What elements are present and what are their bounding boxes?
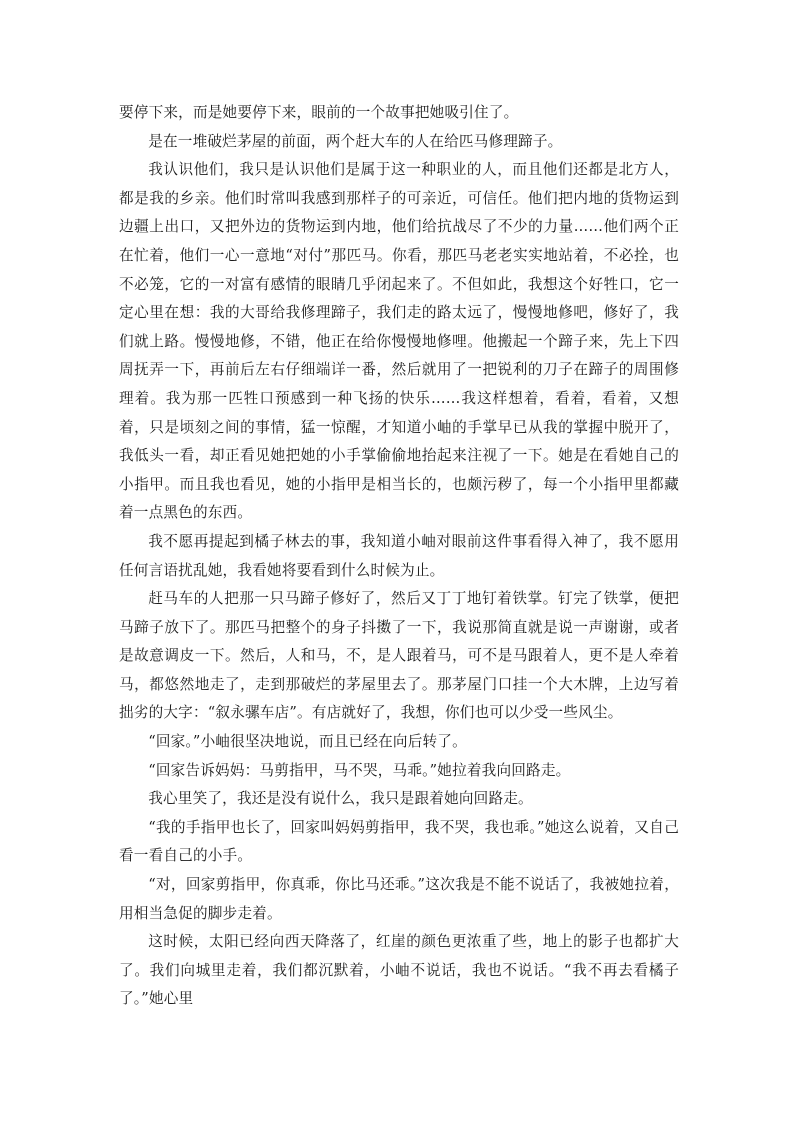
paragraph-8: 我心里笑了，我还是没有说什么，我只是跟着她向回路走。 xyxy=(148,790,533,808)
paragraph-5: 赶马车的人把那一只马蹄子修好了，然后又丁丁地钉着铁掌。钉完了铁掌，便把马蹄子放下了。那匹马把整个的身子抖擞了一下，我说那简直就是说一声谢谢，或者是故意调皮一下。然后，人和马，不，是人跟着马，可不是马跟着人，更不是人牵着马，都悠然地走了，走到那破烂的茅屋里去了。那茅屋门口挂一个大木牌，上边写着拙劣的大字：“叙永骡车店”。有店就好了，我想，你们也可以少受一些风尘。 xyxy=(119,590,679,722)
paragraph-10: “对，回家剪指甲，你真乖，你比马还乖。”这次我是不能不说话了，我被她拉着，用相当急促的脚步走着。 xyxy=(119,876,679,922)
paragraph-7: “回家告诉妈妈：马剪指甲，马不哭，马乖。”她拉着我向回路走。 xyxy=(148,761,571,779)
paragraph-1: 要停下来，而是她要停下来，眼前的一个故事把她吸引住了。 xyxy=(119,104,519,121)
paragraph-4: 我不愿再提起到橘子林去的事，我知道小岫对眼前这件事看得入神了，我不愿用任何言语扰乱她，我看她将要看到什么时候为止。 xyxy=(119,532,679,579)
paragraph-11: 这时候，太阳已经向西天降落了，红崖的颜色更浓重了些，地上的影子也都扩大了。我们向城里走着，我们都沉默着，小岫不说话，我也不说话。“我不再去看橘子了。”她心里 xyxy=(119,933,679,1008)
paragraph-9: “我的手指甲也长了，回家叫妈妈剪指甲，我不哭，我也乖。”她这么说着，又自己看一看自己的小手。 xyxy=(119,818,679,865)
paragraph-2: 是在一堆破烂茅屋的前面，两个赶大车的人在给匹马修理蹄子。 xyxy=(148,132,563,150)
document-page xyxy=(119,99,679,1014)
paragraph-3: 我认识他们，我只是认识他们是属于这一种职业的人，而且他们还都是北方人，都是我的乡亲。他们时常叫我感到那样子的可亲近，可信任。他们把内地的货物运到边疆上出口，又把外边的货物运到内地，他们给抗战尽了不少的力量……他们两个正在忙着，他们一心一意地“对付”那匹马。你看，那匹马老老实实地站着，不必拴，也不必笼，它的一对富有感情的眼睛几乎闭起来了。不但如此，我想这个好牲口，它一定心里在想：我的大哥给我修理蹄子，我们走的路太远了，慢慢地修吧，修好了，我们就上路。慢慢地修，不错，他正在给你慢慢地修哩。他搬起一个蹄子来，先上下四周抚弄一下，再前后左右仔细端详一番，然后就用了一把锐利的刀子在蹄子的周围修理着。我为那一匹牲口预感到一种飞扬的快乐……我这样想着，看着，看着，又想着，只是顷刻之间的事情，猛一惊醒，才知道小岫的手掌早已从我的掌握中脱开了，我低头一看，却正看见她把她的小手掌偷偷地抬起来注视了一下。她是在看她自己的小指甲。而且我也看见，她的小指甲是相当长的，也颇污秽了，每一个小指甲里都藏着一点黑色的东西。 xyxy=(119,161,679,522)
paragraph-6: “回家。”小岫很坚决地说，而且已经在向后转了。 xyxy=(148,733,467,751)
